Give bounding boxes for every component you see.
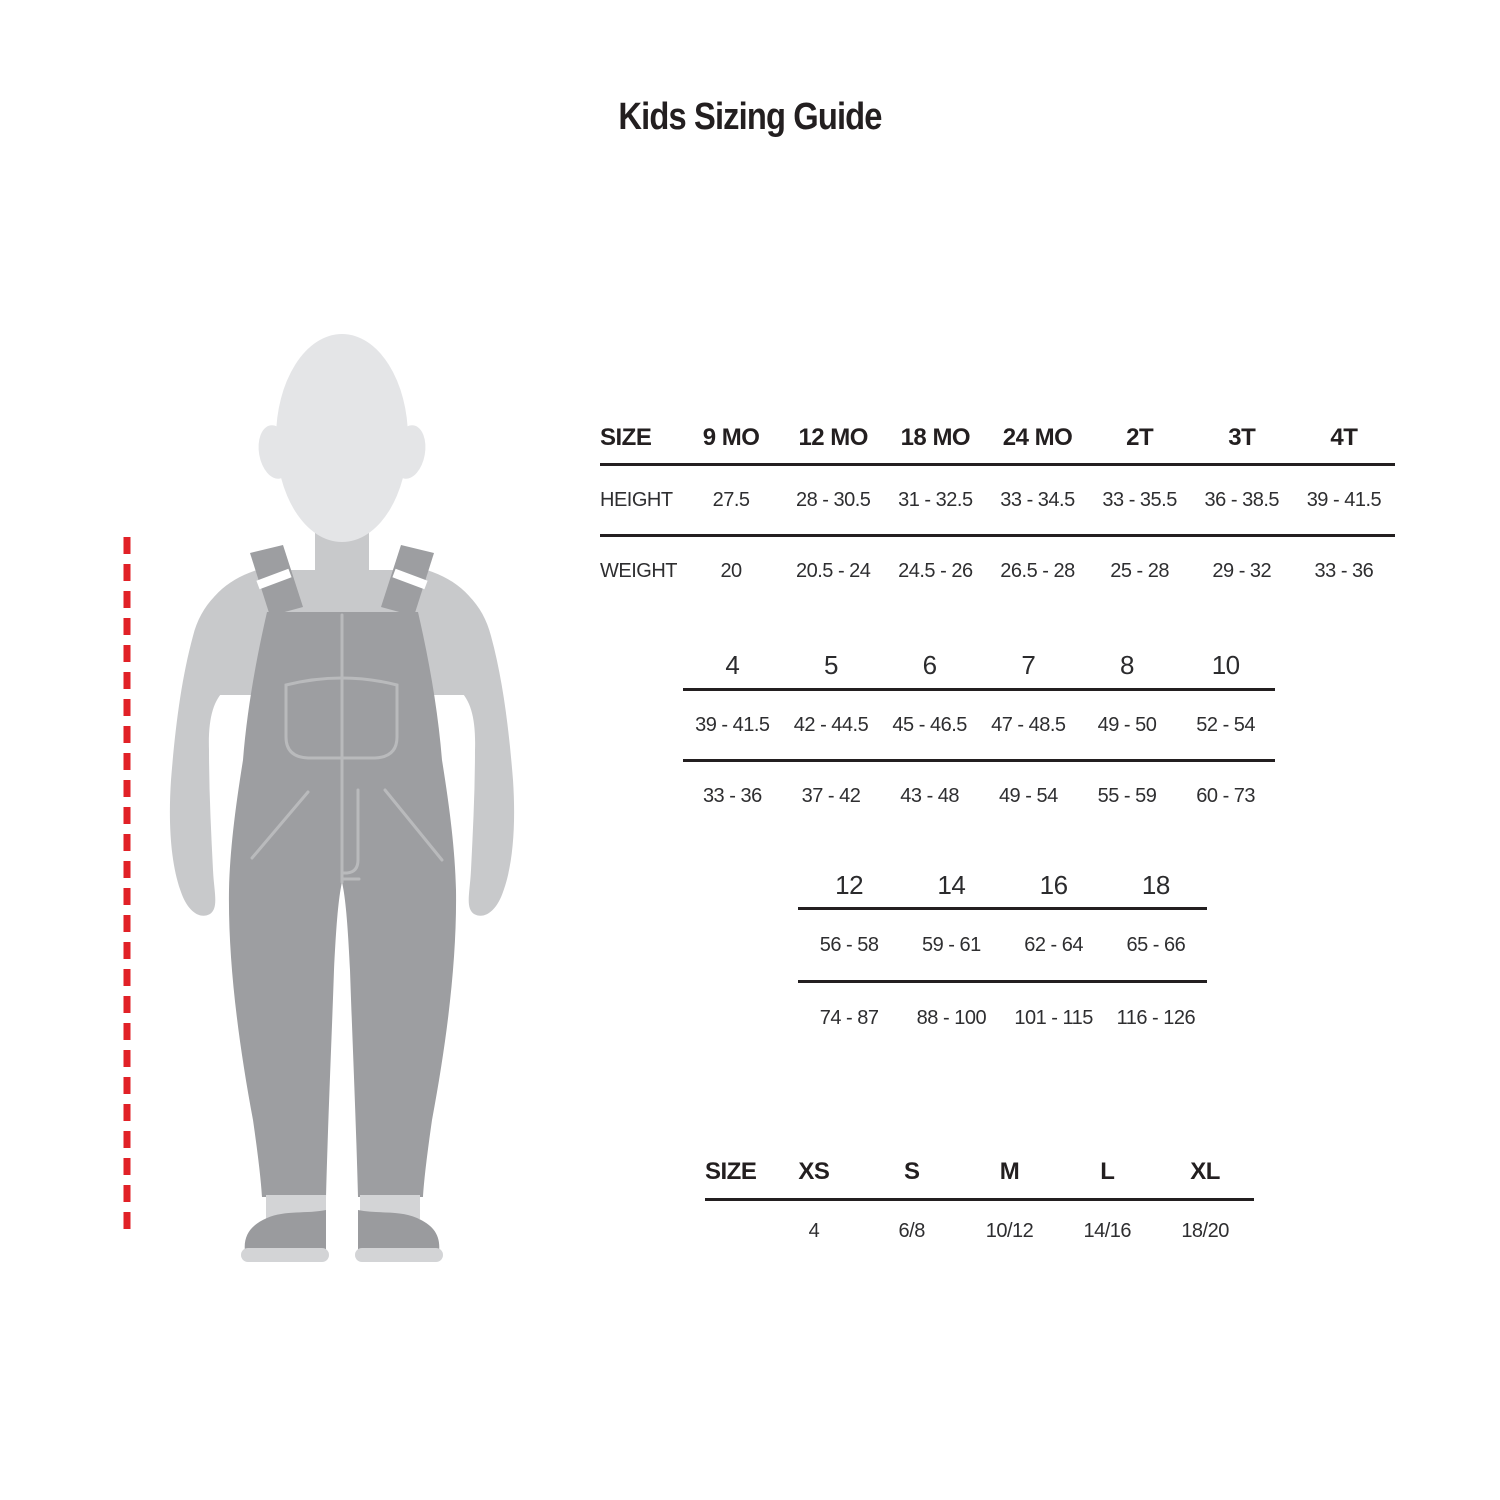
baby-height-cell: 33 - 34.5 <box>1000 488 1075 511</box>
alpha-table-header-row <box>705 1146 1254 1198</box>
youth-header-cell: 16 <box>1039 869 1068 900</box>
kids-height-cell: 45 - 46.5 <box>892 713 967 736</box>
kids-weight-cell: 60 - 73 <box>1196 784 1256 807</box>
baby-header-cell: SIZE <box>600 424 652 451</box>
alpha-header-cell: SIZE <box>705 1158 757 1185</box>
alpha-size-cell: 6/8 <box>898 1219 925 1242</box>
kids-weight-cell: 37 - 42 <box>801 784 861 807</box>
baby-height-cell: 39 - 41.5 <box>1306 488 1382 511</box>
baby-height-cell: 31 - 32.5 <box>898 488 973 511</box>
baby-weight-cell: 25 - 28 <box>1110 559 1170 582</box>
alpha-sizes-table <box>705 1146 1254 1261</box>
kids-height-cell: 47 - 48.5 <box>991 713 1066 736</box>
youth-header-cell: 18 <box>1141 869 1170 900</box>
kids-height-row <box>683 691 1275 759</box>
baby-header-cell: 24 MO <box>1002 424 1073 451</box>
youth-sizes-table <box>798 863 1207 1053</box>
right-shoe <box>358 1210 439 1252</box>
youth-header-cell: 14 <box>937 869 966 900</box>
youth-height-cell: 56 - 58 <box>819 933 879 956</box>
head <box>255 334 430 542</box>
kids-header-cell: 8 <box>1120 650 1134 680</box>
kids-height-cell: 39 - 41.5 <box>695 713 770 736</box>
baby-header-cell: 2T <box>1126 424 1154 451</box>
youth-weight-cell: 88 - 100 <box>916 1006 987 1029</box>
youth-weight-row <box>798 983 1207 1053</box>
baby-header-cell: 9 MO <box>702 424 760 451</box>
alpha-header-cell: XL <box>1190 1158 1220 1185</box>
youth-height-cell: 65 - 66 <box>1126 933 1186 956</box>
alpha-size-cell: 14/16 <box>1083 1219 1132 1242</box>
child-silhouette-illustration <box>95 330 525 1270</box>
kids-height-cell: 52 - 54 <box>1196 713 1256 736</box>
kids-sizes-table <box>683 643 1275 830</box>
baby-weight-cell: 20 <box>720 559 742 582</box>
youth-weight-cell: 74 - 87 <box>819 1006 879 1029</box>
kids-header-cell: 4 <box>725 650 740 680</box>
baby-weight-cell: 33 - 36 <box>1314 559 1374 582</box>
kids-header-cell: 6 <box>922 650 937 680</box>
kids-height-cell: 42 - 44.5 <box>793 713 869 736</box>
baby-height-row <box>600 466 1395 534</box>
alpha-header-cell: XS <box>798 1158 830 1185</box>
baby-height-label: HEIGHT <box>600 488 673 511</box>
baby-table-header-row <box>600 413 1395 463</box>
child-figure <box>95 330 525 1270</box>
alpha-size-cell: 4 <box>808 1219 820 1242</box>
alpha-header-cell: M <box>999 1158 1020 1185</box>
baby-weight-row <box>600 537 1395 605</box>
kids-weight-row <box>683 762 1275 830</box>
youth-height-cell: 62 - 64 <box>1024 933 1083 956</box>
baby-weight-cell: 20.5 - 24 <box>795 559 871 582</box>
youth-table-header-row <box>798 863 1207 907</box>
kids-height-cell: 49 - 50 <box>1097 713 1157 736</box>
kids-weight-cell: 49 - 54 <box>998 784 1058 807</box>
alpha-size-cell: 18/20 <box>1181 1219 1229 1242</box>
left-sole <box>241 1248 329 1262</box>
youth-height-row <box>798 910 1207 980</box>
alpha-header-cell: S <box>903 1158 920 1185</box>
kids-header-cell: 10 <box>1211 650 1240 680</box>
baby-weight-cell: 26.5 - 28 <box>1000 559 1075 582</box>
youth-weight-cell: 101 - 115 <box>1014 1006 1093 1029</box>
youth-weight-cell: 116 - 126 <box>1116 1006 1196 1029</box>
kids-weight-cell: 43 - 48 <box>900 784 960 807</box>
baby-height-cell: 27.5 <box>712 488 750 511</box>
baby-weight-label: WEIGHT <box>600 559 677 582</box>
kids-header-cell: 7 <box>1021 650 1036 680</box>
kids-weight-cell: 33 - 36 <box>702 784 762 807</box>
shoes <box>241 1195 443 1262</box>
baby-weight-cell: 29 - 32 <box>1212 559 1272 582</box>
baby-weight-cell: 24.5 - 26 <box>898 559 973 582</box>
alpha-header-cell: L <box>1100 1158 1115 1185</box>
alpha-sizes-row <box>705 1201 1254 1261</box>
baby-height-cell: 36 - 38.5 <box>1204 488 1279 511</box>
youth-header-cell: 12 <box>835 869 864 900</box>
page-title: Kids Sizing Guide <box>618 96 882 138</box>
baby-header-cell: 4T <box>1330 424 1358 451</box>
alpha-size-cell: 10/12 <box>985 1219 1034 1242</box>
baby-header-cell: 12 MO <box>798 424 868 451</box>
kids-header-cell: 5 <box>824 650 838 680</box>
baby-header-cell: 3T <box>1228 424 1256 451</box>
baby-sizes-table <box>600 413 1395 605</box>
right-sole <box>355 1248 443 1262</box>
kids-table-header-row <box>683 643 1275 688</box>
kids-weight-cell: 55 - 59 <box>1097 784 1157 807</box>
baby-header-cell: 18 MO <box>900 424 971 451</box>
baby-height-cell: 33 - 35.5 <box>1102 488 1177 511</box>
baby-height-cell: 28 - 30.5 <box>795 488 871 511</box>
youth-height-cell: 59 - 61 <box>921 933 981 956</box>
left-shoe <box>245 1210 326 1252</box>
